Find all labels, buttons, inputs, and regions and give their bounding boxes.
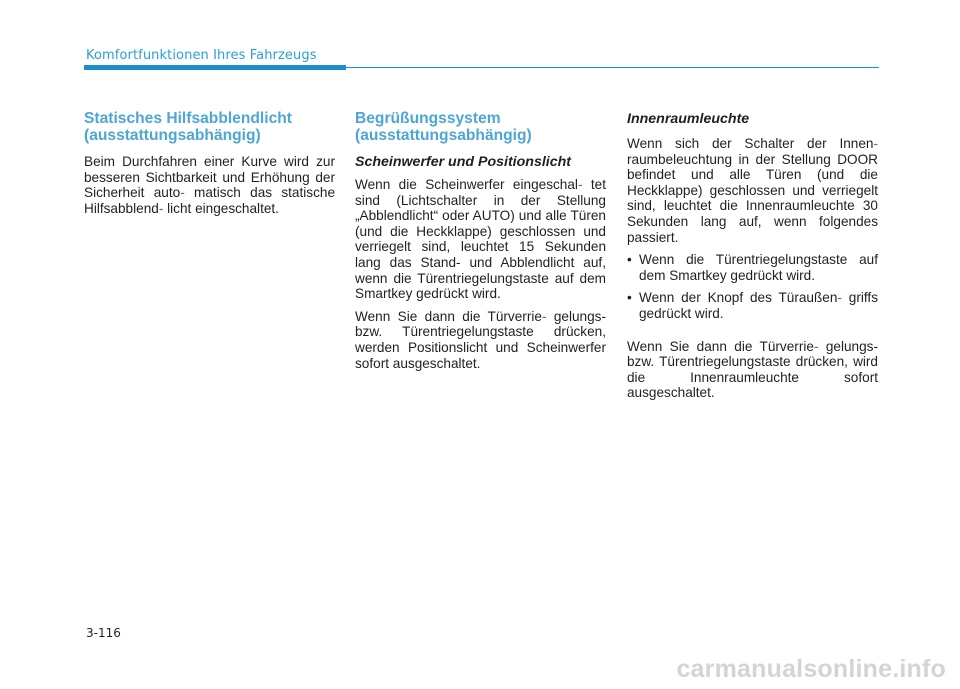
hyphen-mark: - — [541, 308, 547, 324]
hyphen-mark: - — [577, 177, 583, 192]
paragraph-text: Wenn Sie dann die Türverrie — [627, 338, 814, 354]
list-item — [627, 252, 878, 283]
paragraph-static-cornering-light — [84, 154, 335, 216]
hyphen-mark: - — [180, 185, 185, 201]
subheading-interior-light: Innenraumleuchte — [627, 111, 750, 127]
paragraph-text: raumbeleuchtung in der Stellung DOOR befindet und alle Türen (und die Heckklappe) geschlossen und verriegelt sind, leuchtet die Innenraumleuchte 30 Sekunden lang auf, wenn folgendes passiert. — [627, 151, 878, 245]
subheading-headlights: Scheinwerfer und Positionslicht — [355, 154, 571, 170]
paragraph-text: Beim Durchfahren einer Kurve wird zur besseren Sichtbarkeit und Erhöhung der Sicherheit auto — [84, 154, 335, 201]
paragraph-text: Wenn Sie dann die Türverrie — [355, 308, 542, 324]
list-item-text: griffs gedrückt wird. — [639, 290, 878, 321]
list-item-text: Wenn die Türentriegelungstaste auf dem Smartkey gedrückt wird. — [639, 252, 878, 283]
paragraph-text: gelungs- bzw. Türentriegelungstaste drücken, wird die Innenraumleuchte sofort ausgeschaltet. — [627, 338, 878, 401]
header-rule-thick — [84, 65, 346, 70]
paragraph-text: tet sind (Lichtschalter in der Stellung „Abblendlicht“ oder AUTO) und alle Türen (und die Heckklappe) geschlossen und verriegelt sind, leuchtet 15 Sekunden lang das Stand- und Abblendlicht auf, wenn die Türentriegelungstaste auf dem Smartkey gedrückt wird. — [355, 177, 606, 302]
header-rule-thin — [346, 67, 879, 68]
paragraph-text: licht eingeschaltet. — [167, 200, 279, 216]
hyphen-mark: - — [813, 338, 819, 354]
watermark: carmanualsonline.info — [676, 655, 946, 683]
paragraph-headlights-1 — [355, 177, 606, 302]
paragraph-text: gelungs- bzw. Türentriegelungstaste drücken, werden Positionslicht und Scheinwerfer sofort ausgeschaltet. — [355, 308, 606, 371]
heading-line-1: Statisches Hilfsabblendlicht — [84, 110, 292, 127]
page-number: 3-116 — [86, 626, 121, 640]
column-interior-light — [627, 110, 878, 408]
paragraph-interior-light-1 — [627, 136, 878, 245]
paragraph-text: Wenn die Scheinwerfer eingeschal — [355, 177, 578, 192]
heading-line-2: (ausstattungsabhängig) — [84, 127, 261, 144]
bullet-icon: • — [627, 252, 632, 268]
paragraph-text: matisch das statische Hilfsabblend — [84, 185, 336, 216]
heading-welcome-system — [355, 110, 606, 144]
paragraph-interior-light-2 — [627, 339, 878, 401]
column-welcome-system — [355, 110, 606, 378]
section-title: Komfortfunktionen Ihres Fahrzeugs — [86, 48, 317, 63]
heading-line-2: (ausstattungsabhängig) — [355, 127, 532, 144]
list-item-text: Wenn der Knopf des Türaußen — [639, 290, 838, 306]
interior-light-bullet-list — [627, 252, 878, 321]
hyphen-mark: - — [837, 290, 842, 306]
heading-line-1: Begrüßungssystem — [355, 110, 501, 127]
paragraph-text: Wenn sich der Schalter der Innen — [627, 136, 874, 151]
column-static-cornering-light — [84, 110, 335, 223]
heading-static-cornering-light — [84, 110, 335, 144]
bullet-icon: • — [627, 290, 632, 306]
list-item — [627, 290, 878, 321]
paragraph-headlights-2 — [355, 309, 606, 371]
hyphen-mark: - — [873, 136, 878, 151]
hyphen-mark: - — [158, 200, 164, 216]
